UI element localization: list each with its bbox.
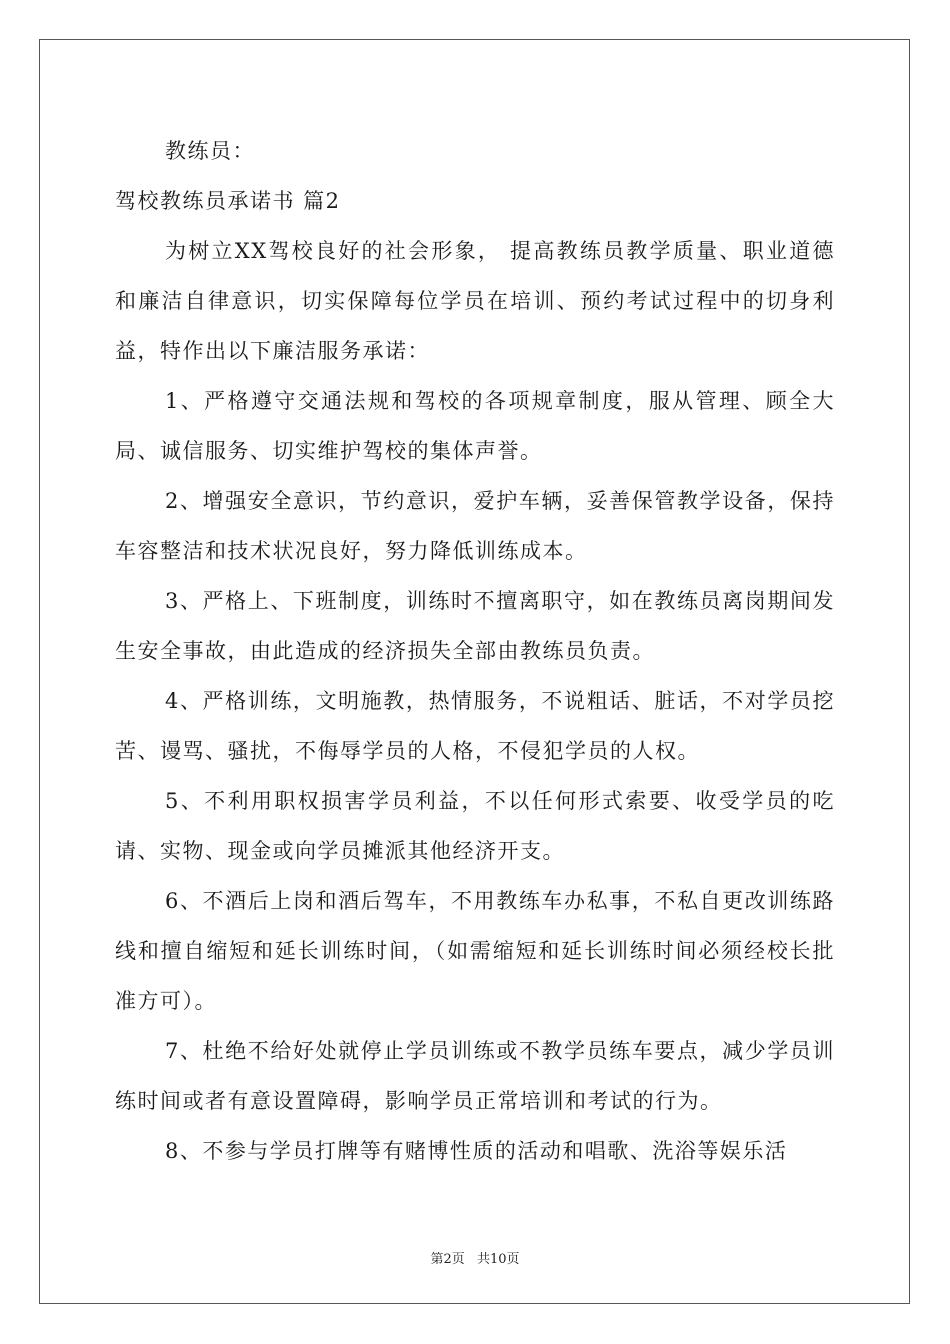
paragraph-item-4: 4、严格训练，文明施教，热情服务，不说粗话、脏话，不对学员挖苦、谩骂、骚扰，不侮辱学员的人格，不侵犯学员的人权。 <box>115 689 835 763</box>
paragraph-item-8: 8、不参与学员打牌等有赌博性质的活动和唱歌、洗浴等娱乐活 <box>165 1139 788 1163</box>
paragraph-item-1: 1、严格遵守交通法规和驾校的各项规章制度，服从管理、顾全大局、诚信服务、切实维护驾校的集体声誉。 <box>115 389 835 463</box>
page-number: 第2页 <box>430 1252 465 1267</box>
document-body <box>115 126 835 1176</box>
paragraph-intro: 为树立XX驾校良好的社会形象， 提高教练员教学质量、职业道德和廉洁自律意识，切实保障每位学员在培训、预约考试过程中的切身利益，特作出以下廉洁服务承诺： <box>115 239 835 363</box>
page-footer <box>0 1248 950 1267</box>
section-title: 驾校教练员承诺书 篇2 <box>115 189 341 213</box>
paragraph-item-5: 5、不利用职权损害学员利益，不以任何形式索要、收受学员的吃请、实物、现金或向学员摊派其他经济开支。 <box>115 789 835 863</box>
paragraph-item-6: 6、不酒后上岗和酒后驾车，不用教练车办私事，不私自更改训练路线和擅自缩短和延长训练时间，（如需缩短和延长训练时间必须经校长批准方可）。 <box>115 889 835 1013</box>
page-total: 共10页 <box>476 1252 520 1267</box>
paragraph-item-7: 7、杜绝不给好处就停止学员训练或不教学员练车要点，减少学员训练时间或者有意设置障碍，影响学员正常培训和考试的行为。 <box>115 1039 835 1113</box>
signature-line: 教练员： <box>165 139 255 163</box>
paragraph-item-3: 3、严格上、下班制度，训练时不擅离职守，如在教练员离岗期间发生安全事故，由此造成的经济损失全部由教练员负责。 <box>115 589 835 663</box>
paragraph-item-2: 2、增强安全意识，节约意识，爱护车辆，妥善保管教学设备，保持车容整洁和技术状况良好，努力降低训练成本。 <box>115 489 835 563</box>
